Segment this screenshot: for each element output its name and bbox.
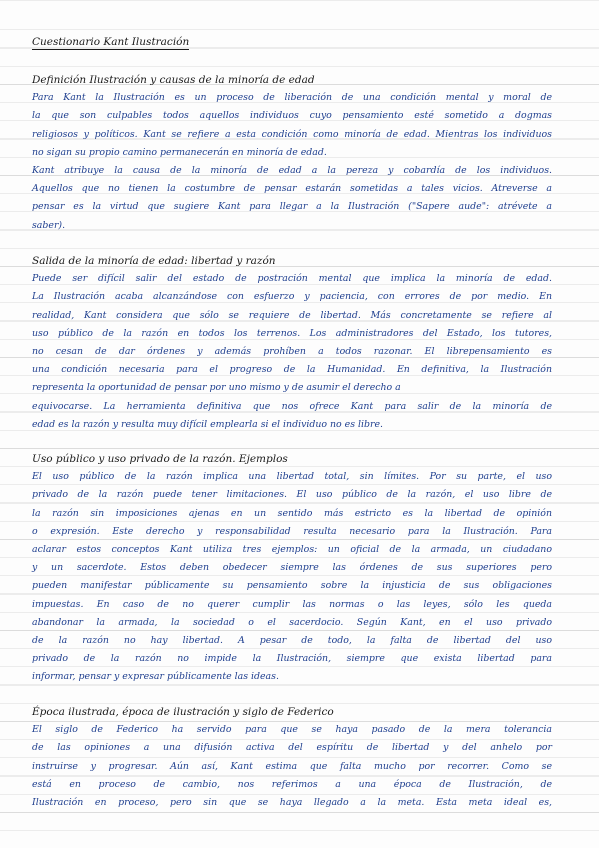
text-line: Kant atribuye la causa de la minoría de edad a la pereza y cobardía de los individuos. <box>32 164 552 176</box>
text-line: la que son culpables todos aquellos individuos cuyo pensamiento esté sometido a dogmas <box>32 110 552 122</box>
page-title: Cuestionario Kant Ilustración <box>32 36 190 48</box>
text-line: realidad, Kant considera que sólo se requiere de libertad. Más concretamente se refiere al <box>32 309 552 321</box>
text-line: no sigan su propio camino permanecerán en minoría de edad. <box>32 146 327 158</box>
text-line: Aquellos que no tienen la costumbre de pensar estarán sometidas a tales vicios. Atreverse a <box>32 183 552 195</box>
text-line: edad es la razón y resulta muy difícil emplearla si el individuo no es libre. <box>32 418 384 430</box>
section-uso-razon <box>32 450 552 686</box>
text-line: privado de la razón puede tener limitaciones. El uso público de la razón, el uso libre de <box>32 489 552 501</box>
section-heading: Uso público y uso privado de la razón. Ejemplos <box>32 453 288 465</box>
text-line: impuestas. En caso de no querer cumplir las normas o las leyes, sólo les queda <box>32 598 552 610</box>
section-definicion <box>32 71 552 235</box>
text-line: no cesan de dar órdenes y además prohíben a todos razonar. El librepensamiento es <box>32 345 552 357</box>
section-heading: Salida de la minoría de edad: libertad y razón <box>32 255 276 267</box>
text-line: El siglo de Federico ha servido para que se haya pasado de la mera tolerancia <box>32 724 552 736</box>
section-heading: Definición Ilustración y causas de la minoría de edad <box>32 74 315 86</box>
text-line: aclarar estos conceptos Kant utiliza tres ejemplos: un oficial de la armada, un ciudadano <box>32 543 552 555</box>
text-line: la razón sin imposiciones ajenas en un sentido más estricto es la libertad de opinión <box>32 507 552 519</box>
section-heading: Época ilustrada, época de ilustración y siglo de Federico <box>32 706 334 718</box>
text-line: El uso público de la razón implica una libertad total, sin límites. Por su parte, el uso <box>32 471 552 483</box>
text-line: abandonar la armada, la sociedad o el sacerdocio. Según Kant, en el uso privado <box>32 616 552 628</box>
text-line: informar, pensar y expresar públicamente las ideas. <box>32 671 279 683</box>
text-line: Ilustración en proceso, pero sin que se haya llegado a la meta. Esta meta ideal es, <box>32 796 552 808</box>
text-line: pensar es la virtud que sugiere Kant para llegar a la Ilustración ("Sapere aude": atrévete a <box>32 201 552 213</box>
text-line: de la razón no hay libertad. A pesar de todo, la falta de libertad del uso <box>32 634 552 646</box>
text-line: saber). <box>32 219 66 231</box>
text-line: y un sacerdote. Estos deben obedecer siempre las órdenes de sus superiores pero <box>32 562 552 574</box>
text-line: o expresión. Este derecho y responsabilidad resulta necesario para la Ilustración. Para <box>32 525 552 537</box>
text-line: uso público de la razón en todos los terrenos. Los administradores del Estado, los tutores, <box>32 327 552 339</box>
text-line: representa la oportunidad de pensar por uno mismo y de asumir el derecho a <box>32 382 401 394</box>
text-line: equivocarse. La herramienta definitiva que nos ofrece Kant para salir de la minoría de <box>32 400 552 412</box>
text-line: Para Kant la Ilustración es un proceso de liberación de una condición mental y moral de <box>32 92 552 104</box>
text-line: pueden manifestar públicamente su pensamiento sobre la injusticia de sus obligaciones <box>32 580 552 592</box>
text-line: una condición necesaria para el progreso de la Humanidad. En definitiva, la Ilustración <box>32 364 552 376</box>
text-line: La Ilustración acaba alcanzándose con esfuerzo y paciencia, con errores de por medio. En <box>32 291 552 303</box>
section-epoca <box>32 703 552 812</box>
text-line: de las opiniones a una difusión activa del espíritu de libertad y del anhelo por <box>32 742 552 754</box>
text-line: religiosos y políticos. Kant se refiere a esta condición como minoría de edad. Mientras los individuos <box>32 128 552 140</box>
section-salida <box>32 252 552 434</box>
text-line: privado de la razón no impide la Ilustración, siempre que exista libertad para <box>32 653 552 665</box>
text-line: instruirse y progresar. Aún así, Kant estima que falta mucho por recorrer. Como se <box>32 760 552 772</box>
text-line: está en proceso de cambio, nos referimos a una época de Ilustración, de <box>32 778 552 790</box>
text-line: Puede ser difícil salir del estado de postración mental que implica la minoría de edad. <box>32 273 552 285</box>
